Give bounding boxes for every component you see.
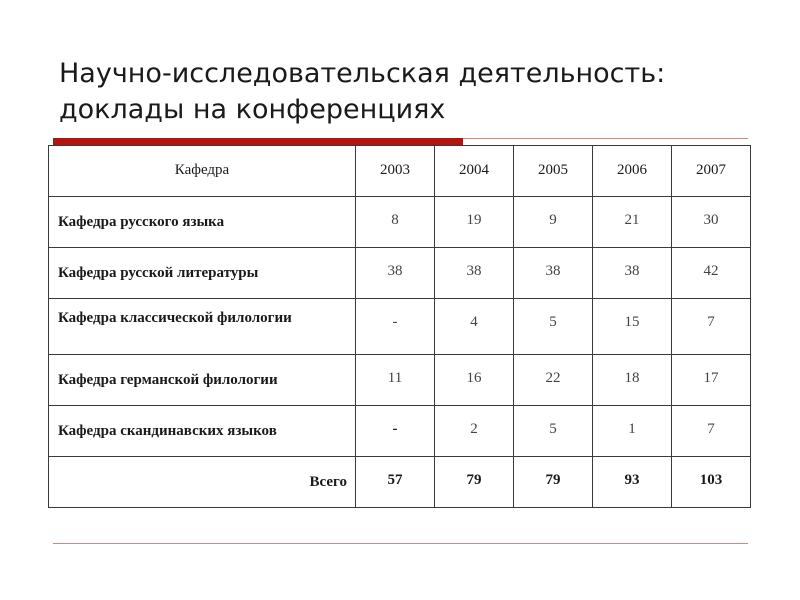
row-value: 5 (514, 406, 593, 457)
row-value: 4 (435, 299, 514, 355)
row-dept: Кафедра классической филологии (49, 299, 356, 355)
conference-table (48, 145, 751, 508)
divider-bottom (53, 543, 748, 544)
header-year: 2007 (672, 146, 751, 197)
table-header-row (49, 146, 751, 197)
row-value: 38 (356, 248, 435, 299)
table-row (49, 355, 751, 406)
header-dept: Кафедра (49, 146, 356, 197)
total-value: 57 (356, 457, 435, 508)
table-total-row (49, 457, 751, 508)
header-year: 2005 (514, 146, 593, 197)
row-value: 42 (672, 248, 751, 299)
row-value: 30 (672, 197, 751, 248)
row-value: 38 (593, 248, 672, 299)
title-line-1: Научно-исследовательская деятельность: (59, 58, 666, 89)
row-value: 22 (514, 355, 593, 406)
table-row (49, 299, 751, 355)
row-value: - (356, 406, 435, 457)
row-value: 2 (435, 406, 514, 457)
row-dept: Кафедра германской филологии (49, 355, 356, 406)
row-value: 7 (672, 406, 751, 457)
row-value: 15 (593, 299, 672, 355)
slide-title (59, 56, 759, 128)
header-year: 2003 (356, 146, 435, 197)
total-value: 93 (593, 457, 672, 508)
row-dept: Кафедра русской литературы (49, 248, 356, 299)
row-value: 19 (435, 197, 514, 248)
table-row (49, 197, 751, 248)
row-value: 7 (672, 299, 751, 355)
row-dept: Кафедра русского языка (49, 197, 356, 248)
row-value: 17 (672, 355, 751, 406)
row-value: 16 (435, 355, 514, 406)
row-value: 9 (514, 197, 593, 248)
row-value: - (356, 299, 435, 355)
total-value: 103 (672, 457, 751, 508)
row-value: 21 (593, 197, 672, 248)
row-value: 38 (435, 248, 514, 299)
table-row (49, 248, 751, 299)
title-line-2: доклады на конференциях (59, 94, 446, 125)
row-value: 18 (593, 355, 672, 406)
row-value: 5 (514, 299, 593, 355)
row-dept: Кафедра скандинавских языков (49, 406, 356, 457)
total-label: Всего (49, 457, 356, 508)
table-container (48, 145, 751, 508)
row-value: 11 (356, 355, 435, 406)
divider-top (463, 138, 748, 139)
header-year: 2004 (435, 146, 514, 197)
row-value: 1 (593, 406, 672, 457)
total-value: 79 (514, 457, 593, 508)
table-row (49, 406, 751, 457)
row-value: 38 (514, 248, 593, 299)
header-year: 2006 (593, 146, 672, 197)
total-value: 79 (435, 457, 514, 508)
row-value: 8 (356, 197, 435, 248)
